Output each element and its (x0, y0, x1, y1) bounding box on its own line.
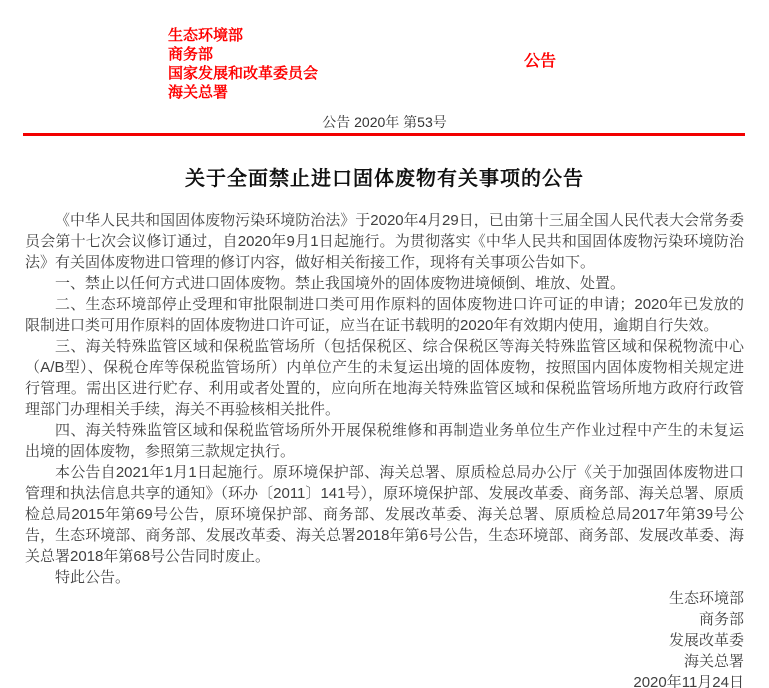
notice-type-label: 公告 (524, 53, 557, 70)
issuing-agency: 生态环境部 (168, 27, 244, 44)
body-paragraph: 二、生态环境部停止受理和审批限制进口类可用作原料的固体废物进口许可证的申请；2020年已发放的限制进口类可用作原料的固体废物进口许可证，应当在证书载明的2020年有效期内使用，逾期自行失效。 (25, 296, 744, 334)
body-paragraph: 四、海关特殊监管区域和保税监管场所外开展保税维修和再制造业务单位生产作业过程中产生的未复运出境的固体废物，参照第三款规定执行。 (25, 422, 744, 460)
signatory: 生态环境部 (668, 590, 744, 607)
signatory: 商务部 (698, 611, 744, 628)
body-paragraph: 一、禁止以任何方式进口固体废物。禁止我国境外的固体废物进境倾倒、堆放、处置。 (55, 275, 626, 292)
document-number: 公告 2020年 第53号 (322, 114, 447, 130)
page-title: 关于全面禁止进口固体废物有关事项的公告 (185, 168, 584, 190)
issuing-agency: 海关总署 (168, 84, 229, 101)
body-paragraph: 《中华人民共和国固体废物污染环境防治法》于2020年4月29日，已由第十三届全国人民代表大会常务委员会第十七次会议修订通过，自2020年9月1日起施行。为贯彻落实《中华人民共和国固体废物污染环境防治法》有关固体废物进口管理的修订内容，做好相关衔接工作，现将有关事项公告如下。 (25, 212, 744, 271)
issuing-agency: 商务部 (168, 46, 214, 63)
body-paragraph: 本公告自2021年1月1日起施行。原环境保护部、海关总署、原质检总局办公厅《关于加强固体废物进口管理和执法信息共享的通知》（环办〔2011〕141号），原环境保护部、发展改革委、商务部、海关总署、原质检总局2015年第69号公告，原环境保护部、商务部、发展改革委、海关总署、原质检总局2017年第39号公告，生态环境部、商务部、发展改革委、海关总署2018年第6号公告，生态环境部、商务部、发展改革委、海关总署2018年第68号公告同时废止。 (25, 464, 744, 565)
issuing-agency-list (168, 26, 318, 102)
body-paragraph: 特此公告。 (55, 569, 131, 586)
signature-date: 2020年11月24日 (633, 674, 744, 688)
issuing-agency: 国家发展和改革委员会 (168, 65, 319, 82)
signatory: 海关总署 (683, 653, 744, 670)
body-paragraph: 三、海关特殊监管区域和保税监管场所（包括保税区、综合保税区等海关特殊监管区域和保税物流中心（A/B型）、保税仓库等保税监管场所）内单位产生的未复运出境的固体废物，按照国内固体废物相关规定进行管理。需出区进行贮存、利用或者处置的，应向所在地海关特殊监管区域和保税监管场所地方政府行政管理部门办理相关手续，海关不再验核相关批件。 (25, 338, 744, 418)
announcement-body (25, 210, 744, 688)
signatory: 发展改革委 (668, 632, 744, 649)
signature-block (25, 588, 744, 688)
red-divider-line (23, 133, 745, 136)
